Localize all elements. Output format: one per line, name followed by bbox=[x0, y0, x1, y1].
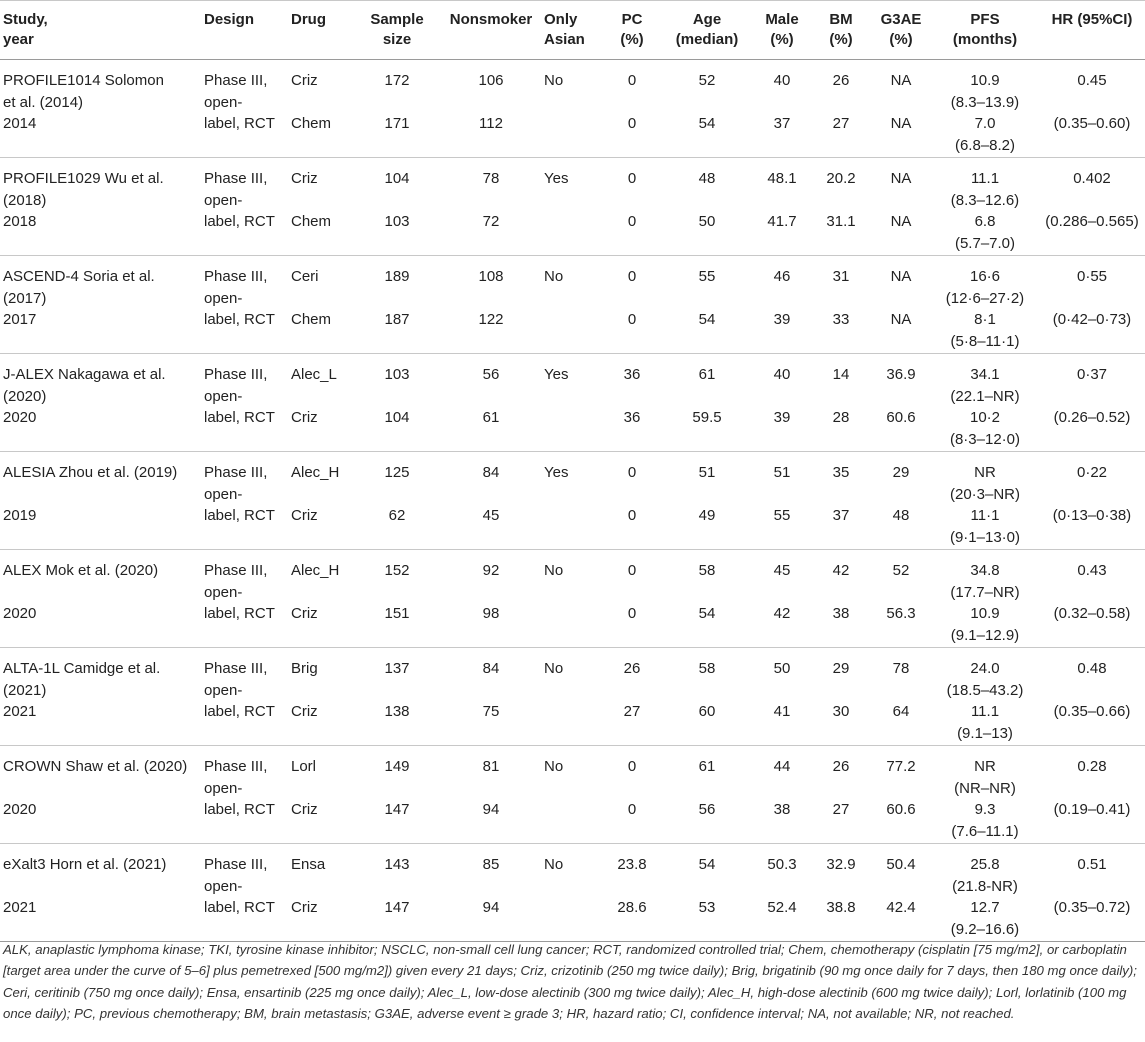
study-name: (2017) bbox=[3, 289, 47, 307]
only-asian-cell: No bbox=[544, 660, 564, 677]
sample-cell: 172 bbox=[384, 72, 410, 89]
g3ae-cell: NA bbox=[890, 311, 912, 328]
male-cell: 39 bbox=[773, 409, 791, 426]
only-asian-cell: No bbox=[544, 268, 564, 285]
pc-cell: 0 bbox=[627, 72, 637, 89]
g3ae-cell: NA bbox=[890, 268, 912, 285]
pfs-ci: (5.7–7.0) bbox=[954, 234, 1016, 252]
male-cell: 52.4 bbox=[767, 899, 797, 916]
nonsmoker-cell: 92 bbox=[482, 562, 500, 579]
table-header bbox=[0, 0, 1145, 60]
pc-cell: 0 bbox=[627, 758, 637, 775]
pfs-ci: (18.5–43.2) bbox=[946, 681, 1024, 699]
header-asian: Only bbox=[544, 11, 578, 28]
age-cell: 61 bbox=[698, 758, 716, 775]
drug-cell: Criz bbox=[291, 507, 318, 524]
study-year: 2021 bbox=[3, 703, 37, 720]
study-name: PROFILE1014 Solomon bbox=[3, 72, 164, 89]
g3ae-cell: 60.6 bbox=[886, 801, 916, 818]
pc-cell: 23.8 bbox=[617, 856, 647, 873]
pc-cell: 0 bbox=[627, 213, 637, 230]
pfs-ci: (9.1–12.9) bbox=[950, 626, 1020, 644]
drug-cell: Chem bbox=[291, 311, 332, 328]
pfs-value: 10.9 bbox=[970, 605, 1000, 622]
age-cell: 59.5 bbox=[692, 409, 722, 426]
design-cell: label, RCT bbox=[204, 507, 275, 524]
nonsmoker-cell: 108 bbox=[478, 268, 504, 285]
study-year: 2014 bbox=[3, 115, 37, 132]
header-bm: (%) bbox=[829, 31, 853, 48]
study-name: ASCEND-4 Soria et al. bbox=[3, 268, 155, 285]
pfs-ci: (9.2–16.6) bbox=[950, 920, 1020, 938]
header-sample: size bbox=[382, 31, 412, 48]
bm-cell: 33 bbox=[832, 311, 850, 328]
study-name: (2018) bbox=[3, 191, 47, 209]
pc-cell: 0 bbox=[627, 507, 637, 524]
hr-value: 0.43 bbox=[1077, 562, 1107, 579]
pfs-ci: (NR–NR) bbox=[954, 779, 1016, 797]
header-pc: PC bbox=[621, 11, 643, 28]
male-cell: 45 bbox=[773, 562, 791, 579]
sample-cell: 104 bbox=[384, 409, 410, 426]
header-sample: Sample bbox=[370, 11, 424, 28]
header-nonsmoker: Nonsmoker bbox=[449, 11, 533, 28]
study-name: (2020) bbox=[3, 387, 47, 405]
nonsmoker-cell: 45 bbox=[482, 507, 500, 524]
pfs-value: 9.3 bbox=[974, 801, 996, 818]
age-cell: 54 bbox=[698, 311, 716, 328]
sample-cell: 171 bbox=[384, 115, 410, 132]
sample-cell: 62 bbox=[388, 507, 406, 524]
age-cell: 58 bbox=[698, 562, 716, 579]
design-cell: open- bbox=[204, 191, 243, 209]
pfs-value: 10·2 bbox=[969, 409, 1001, 426]
male-cell: 51 bbox=[773, 464, 791, 481]
study-year: 2019 bbox=[3, 507, 37, 524]
study-year: 2020 bbox=[3, 605, 37, 622]
age-cell: 48 bbox=[698, 170, 716, 187]
pfs-ci: (6.8–8.2) bbox=[954, 136, 1016, 154]
bm-cell: 38.8 bbox=[826, 899, 856, 916]
study-group bbox=[0, 354, 1145, 452]
bm-cell: 37 bbox=[832, 507, 850, 524]
male-cell: 42 bbox=[773, 605, 791, 622]
study-group bbox=[0, 256, 1145, 354]
study-group bbox=[0, 158, 1145, 256]
study-name: J-ALEX Nakagawa et al. bbox=[3, 366, 166, 383]
g3ae-cell: 77.2 bbox=[886, 758, 916, 775]
pc-cell: 28.6 bbox=[617, 899, 647, 916]
design-cell: open- bbox=[204, 485, 243, 503]
age-cell: 54 bbox=[698, 605, 716, 622]
hr-value: 0·22 bbox=[1076, 464, 1108, 481]
design-cell: open- bbox=[204, 779, 243, 797]
pfs-value: 11.1 bbox=[970, 703, 1000, 720]
only-asian-cell: Yes bbox=[544, 464, 569, 481]
pfs-ci: (8·3–12·0) bbox=[949, 430, 1021, 448]
sample-cell: 152 bbox=[384, 562, 410, 579]
male-cell: 50.3 bbox=[767, 856, 797, 873]
header-pc: (%) bbox=[620, 31, 644, 48]
table-body bbox=[0, 60, 1145, 942]
male-cell: 40 bbox=[773, 72, 791, 89]
age-cell: 51 bbox=[698, 464, 716, 481]
only-asian-cell: No bbox=[544, 72, 564, 89]
study-year: 2018 bbox=[3, 213, 37, 230]
study-group bbox=[0, 452, 1145, 550]
drug-cell: Alec_L bbox=[291, 366, 337, 383]
study-name: (2021) bbox=[3, 681, 47, 699]
pc-cell: 0 bbox=[627, 464, 637, 481]
bm-cell: 31 bbox=[832, 268, 850, 285]
hr-ci: (0.35–0.66) bbox=[1053, 703, 1131, 720]
pfs-value: 8·1 bbox=[974, 311, 996, 328]
pfs-ci: (9·1–13·0) bbox=[949, 528, 1021, 546]
drug-cell: Lorl bbox=[291, 758, 317, 775]
pfs-value: 11·1 bbox=[970, 507, 1000, 524]
drug-cell: Brig bbox=[291, 660, 318, 677]
design-cell: Phase III, bbox=[204, 366, 268, 383]
design-cell: Phase III, bbox=[204, 72, 268, 89]
drug-cell: Criz bbox=[291, 409, 318, 426]
bm-cell: 26 bbox=[832, 72, 850, 89]
study-name: ALTA-1L Camidge et al. bbox=[3, 660, 161, 677]
study-name: ALESIA Zhou et al. (2019) bbox=[3, 464, 178, 481]
pc-cell: 0 bbox=[627, 170, 637, 187]
only-asian-cell: Yes bbox=[544, 170, 569, 187]
nonsmoker-cell: 106 bbox=[478, 72, 504, 89]
g3ae-cell: 64 bbox=[892, 703, 910, 720]
pc-cell: 0 bbox=[627, 605, 637, 622]
pfs-ci: (8.3–13.9) bbox=[950, 93, 1020, 111]
nonsmoker-cell: 94 bbox=[482, 899, 500, 916]
design-cell: Phase III, bbox=[204, 758, 268, 775]
only-asian-cell: Yes bbox=[544, 366, 569, 383]
g3ae-cell: 52 bbox=[892, 562, 910, 579]
sample-cell: 189 bbox=[384, 268, 410, 285]
pc-cell: 0 bbox=[627, 115, 637, 132]
g3ae-cell: NA bbox=[890, 170, 912, 187]
nonsmoker-cell: 75 bbox=[482, 703, 500, 720]
header-age: (median) bbox=[675, 31, 739, 48]
drug-cell: Chem bbox=[291, 213, 332, 230]
header-drug: Drug bbox=[291, 11, 326, 28]
table-footnote: ALK, anaplastic lymphoma kinase; TKI, tyrosine kinase inhibitor; NSCLC, non-small cell lung cancer; RCT, randomized controlled trial; Chem, chemotherapy (cisplatin [75 mg/m2], or carboplatin [target area under the curve of 5–6] plus pemetrexed [500 mg/m2]) given every 21 days; Criz, crizotinib (250 mg twice daily); Brig, brigatinib (90 mg once daily for 7 days, then 180 mg once daily); Ceri, ceritinib (750 mg once daily); Ensa, ensartinib (225 mg once daily); Alec_L, low-dose alectinib (300 mg twice daily); Alec_H, high-dose alectinib (600 mg twice daily); Lorl, lorlatinib (100 mg once daily); PC, previous chemotherapy; BM, brain metastasis; G3AE, adverse event ≥ grade 3; HR, hazard ratio; CI, confidence interval; NA, not available; NR, not reached. bbox=[3, 942, 1137, 1021]
bm-cell: 27 bbox=[832, 115, 850, 132]
sample-cell: 143 bbox=[384, 856, 410, 873]
drug-cell: Criz bbox=[291, 170, 318, 187]
pfs-ci: (5·8–11·1) bbox=[950, 332, 1020, 350]
pc-cell: 27 bbox=[623, 703, 641, 720]
hr-value: 0.51 bbox=[1077, 856, 1107, 873]
only-asian-cell: No bbox=[544, 856, 564, 873]
bm-cell: 32.9 bbox=[826, 856, 856, 873]
design-cell: label, RCT bbox=[204, 605, 275, 622]
g3ae-cell: 56.3 bbox=[886, 605, 916, 622]
study-name: eXalt3 Horn et al. (2021) bbox=[3, 856, 167, 873]
study-name: ALEX Mok et al. (2020) bbox=[3, 562, 159, 579]
study-group bbox=[0, 648, 1145, 746]
nonsmoker-cell: 84 bbox=[482, 660, 500, 677]
male-cell: 37 bbox=[773, 115, 791, 132]
design-cell: label, RCT bbox=[204, 213, 275, 230]
bm-cell: 20.2 bbox=[826, 170, 856, 187]
header-male: Male bbox=[765, 11, 799, 28]
hr-value: 0·55 bbox=[1076, 268, 1108, 285]
sample-cell: 125 bbox=[384, 464, 410, 481]
pfs-ci: (20·3–NR) bbox=[949, 485, 1021, 503]
header-pfs: PFS bbox=[970, 11, 1000, 28]
hr-value: 0.48 bbox=[1077, 660, 1107, 677]
male-cell: 39 bbox=[773, 311, 791, 328]
g3ae-cell: 78 bbox=[892, 660, 910, 677]
pc-cell: 0 bbox=[627, 562, 637, 579]
study-name: PROFILE1029 Wu et al. bbox=[3, 170, 164, 187]
hr-value: 0.402 bbox=[1073, 170, 1111, 187]
nonsmoker-cell: 85 bbox=[482, 856, 500, 873]
g3ae-cell: 42.4 bbox=[886, 899, 916, 916]
age-cell: 58 bbox=[698, 660, 716, 677]
bm-cell: 27 bbox=[832, 801, 850, 818]
hr-ci: (0·42–0·73) bbox=[1052, 311, 1132, 328]
design-cell: Phase III, bbox=[204, 562, 268, 579]
study-group bbox=[0, 60, 1145, 158]
sample-cell: 103 bbox=[384, 213, 410, 230]
pc-cell: 36 bbox=[623, 409, 641, 426]
male-cell: 55 bbox=[773, 507, 791, 524]
drug-cell: Criz bbox=[291, 899, 318, 916]
pfs-ci: (22.1–NR) bbox=[950, 387, 1020, 405]
header-design: Design bbox=[204, 11, 255, 28]
header-g3ae: (%) bbox=[889, 31, 913, 48]
only-asian-cell: No bbox=[544, 562, 564, 579]
bm-cell: 35 bbox=[832, 464, 850, 481]
pfs-value: NR bbox=[974, 464, 996, 481]
design-cell: open- bbox=[204, 93, 243, 111]
header-study: Study, bbox=[3, 11, 48, 28]
design-cell: label, RCT bbox=[204, 311, 275, 328]
g3ae-cell: NA bbox=[890, 115, 912, 132]
design-cell: Phase III, bbox=[204, 660, 268, 677]
pfs-ci: (12·6–27·2) bbox=[945, 289, 1025, 307]
design-cell: open- bbox=[204, 289, 243, 307]
study-group bbox=[0, 550, 1145, 648]
header-study: year bbox=[3, 31, 34, 48]
header-hr: HR (95%CI) bbox=[1051, 11, 1133, 28]
bm-cell: 31.1 bbox=[826, 213, 856, 230]
hr-ci: (0.26–0.52) bbox=[1053, 409, 1131, 426]
g3ae-cell: 60.6 bbox=[886, 409, 916, 426]
sample-cell: 137 bbox=[384, 660, 410, 677]
design-cell: Phase III, bbox=[204, 464, 268, 481]
pc-cell: 0 bbox=[627, 801, 637, 818]
study-group bbox=[0, 746, 1145, 844]
design-cell: open- bbox=[204, 387, 243, 405]
pfs-ci: (17.7–NR) bbox=[950, 583, 1020, 601]
age-cell: 54 bbox=[698, 115, 716, 132]
sample-cell: 138 bbox=[384, 703, 410, 720]
age-cell: 53 bbox=[698, 899, 716, 916]
g3ae-cell: 48 bbox=[892, 507, 910, 524]
pc-cell: 36 bbox=[623, 366, 641, 383]
study-name: CROWN Shaw et al. (2020) bbox=[3, 758, 188, 775]
design-cell: label, RCT bbox=[204, 899, 275, 916]
nonsmoker-cell: 78 bbox=[482, 170, 500, 187]
header-pfs: (months) bbox=[952, 31, 1018, 48]
hr-value: 0·37 bbox=[1076, 366, 1108, 383]
sample-cell: 103 bbox=[384, 366, 410, 383]
age-cell: 56 bbox=[698, 801, 716, 818]
age-cell: 55 bbox=[698, 268, 716, 285]
nonsmoker-cell: 112 bbox=[479, 115, 503, 132]
pfs-value: 11.1 bbox=[970, 170, 1000, 187]
design-cell: Phase III, bbox=[204, 170, 268, 187]
g3ae-cell: 36.9 bbox=[886, 366, 916, 383]
pfs-value: 25.8 bbox=[970, 856, 1000, 873]
male-cell: 50 bbox=[773, 660, 791, 677]
g3ae-cell: 50.4 bbox=[886, 856, 916, 873]
design-cell: open- bbox=[204, 681, 243, 699]
study-year: 2020 bbox=[3, 801, 37, 818]
male-cell: 41.7 bbox=[767, 213, 797, 230]
sample-cell: 104 bbox=[384, 170, 410, 187]
bm-cell: 28 bbox=[832, 409, 850, 426]
design-cell: label, RCT bbox=[204, 703, 275, 720]
design-cell: label, RCT bbox=[204, 801, 275, 818]
age-cell: 60 bbox=[698, 703, 716, 720]
design-cell: open- bbox=[204, 583, 243, 601]
header-g3ae: G3AE bbox=[880, 11, 922, 28]
bm-cell: 30 bbox=[832, 703, 850, 720]
pfs-ci: (8.3–12.6) bbox=[950, 191, 1020, 209]
pfs-value: 24.0 bbox=[970, 660, 1000, 677]
pc-cell: 26 bbox=[623, 660, 641, 677]
hr-ci: (0.286–0.565) bbox=[1045, 213, 1139, 230]
design-cell: Phase III, bbox=[204, 268, 268, 285]
hr-ci: (0.35–0.72) bbox=[1053, 899, 1131, 916]
hr-ci: (0.35–0.60) bbox=[1053, 115, 1131, 132]
header-male: (%) bbox=[770, 31, 794, 48]
pfs-value: 10.9 bbox=[970, 72, 1000, 89]
design-cell: Phase III, bbox=[204, 856, 268, 873]
drug-cell: Ceri bbox=[291, 268, 319, 285]
study-year: 2020 bbox=[3, 409, 37, 426]
pfs-ci: (21.8-NR) bbox=[952, 877, 1018, 895]
pfs-value: 7.0 bbox=[974, 115, 996, 132]
male-cell: 46 bbox=[773, 268, 791, 285]
nonsmoker-cell: 56 bbox=[482, 366, 500, 383]
age-cell: 61 bbox=[698, 366, 716, 383]
male-cell: 48.1 bbox=[767, 170, 797, 187]
g3ae-cell: NA bbox=[890, 72, 912, 89]
drug-cell: Criz bbox=[291, 605, 318, 622]
hr-ci: (0.19–0.41) bbox=[1053, 801, 1131, 818]
pc-cell: 0 bbox=[627, 311, 637, 328]
study-year: 2017 bbox=[3, 311, 37, 328]
sample-cell: 149 bbox=[384, 758, 410, 775]
g3ae-cell: 29 bbox=[892, 464, 910, 481]
pfs-value: NR bbox=[974, 758, 996, 775]
male-cell: 40 bbox=[773, 366, 791, 383]
drug-cell: Criz bbox=[291, 801, 318, 818]
nonsmoker-cell: 98 bbox=[482, 605, 500, 622]
g3ae-cell: NA bbox=[890, 213, 912, 230]
study-name: et al. (2014) bbox=[3, 93, 84, 111]
male-cell: 44 bbox=[773, 758, 791, 775]
drug-cell: Chem bbox=[291, 115, 332, 132]
hr-ci: (0.32–0.58) bbox=[1053, 605, 1131, 622]
pfs-value: 6.8 bbox=[974, 213, 996, 230]
design-cell: open- bbox=[204, 877, 243, 895]
drug-cell: Ensa bbox=[291, 856, 326, 873]
nonsmoker-cell: 81 bbox=[482, 758, 500, 775]
design-cell: label, RCT bbox=[204, 115, 275, 132]
bm-cell: 38 bbox=[832, 605, 850, 622]
hr-value: 0.28 bbox=[1077, 758, 1107, 775]
bm-cell: 14 bbox=[832, 366, 850, 383]
male-cell: 41 bbox=[773, 703, 791, 720]
header-asian: Asian bbox=[544, 31, 585, 48]
male-cell: 38 bbox=[773, 801, 791, 818]
bm-cell: 42 bbox=[832, 562, 850, 579]
header-age: Age bbox=[692, 11, 722, 28]
pfs-value: 12.7 bbox=[970, 899, 1000, 916]
header-bm: BM bbox=[829, 11, 853, 28]
drug-cell: Criz bbox=[291, 72, 318, 89]
age-cell: 50 bbox=[698, 213, 716, 230]
sample-cell: 147 bbox=[384, 899, 410, 916]
nonsmoker-cell: 122 bbox=[478, 311, 504, 328]
drug-cell: Criz bbox=[291, 703, 318, 720]
hr-ci: (0·13–0·38) bbox=[1052, 507, 1132, 524]
sample-cell: 151 bbox=[384, 605, 410, 622]
age-cell: 54 bbox=[698, 856, 716, 873]
nonsmoker-cell: 72 bbox=[482, 213, 500, 230]
drug-cell: Alec_H bbox=[291, 464, 340, 481]
drug-cell: Alec_H bbox=[291, 562, 340, 579]
bm-cell: 29 bbox=[832, 660, 850, 677]
pfs-ci: (9.1–13) bbox=[957, 724, 1013, 742]
study-year: 2021 bbox=[3, 899, 37, 916]
only-asian-cell: No bbox=[544, 758, 564, 775]
design-cell: label, RCT bbox=[204, 409, 275, 426]
pfs-ci: (7.6–11.1) bbox=[951, 822, 1019, 840]
nonsmoker-cell: 94 bbox=[482, 801, 500, 818]
nonsmoker-cell: 61 bbox=[482, 409, 500, 426]
study-group bbox=[0, 844, 1145, 942]
sample-cell: 187 bbox=[384, 311, 410, 328]
hr-value: 0.45 bbox=[1077, 72, 1107, 89]
sample-cell: 147 bbox=[384, 801, 410, 818]
pc-cell: 0 bbox=[627, 268, 637, 285]
age-cell: 52 bbox=[698, 72, 716, 89]
nonsmoker-cell: 84 bbox=[482, 464, 500, 481]
age-cell: 49 bbox=[698, 507, 716, 524]
pfs-value: 34.1 bbox=[970, 366, 1000, 383]
bm-cell: 26 bbox=[832, 758, 850, 775]
pfs-value: 16·6 bbox=[969, 268, 1001, 285]
pfs-value: 34.8 bbox=[970, 562, 1000, 579]
